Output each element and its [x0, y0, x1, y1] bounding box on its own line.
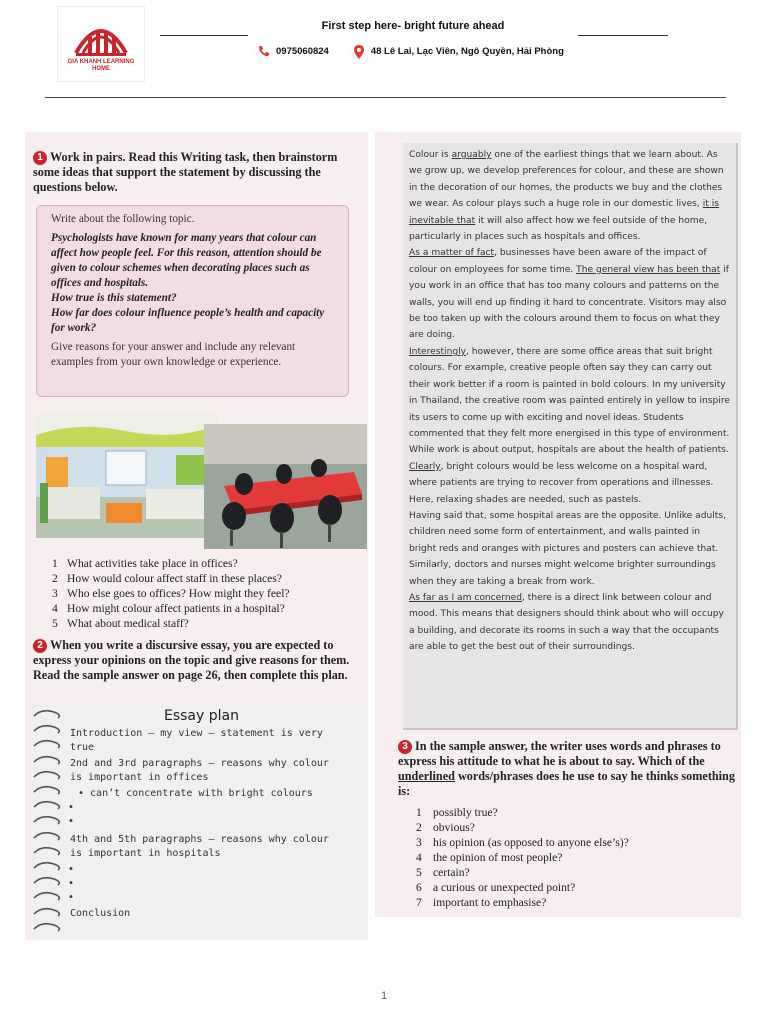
header-title: First step here- bright future ahead: [321, 20, 505, 32]
question-item: 3 Who else goes to offices? How might they feel?: [52, 587, 290, 600]
task1-number: 1: [33, 151, 47, 165]
underlined-phrase: Interestingly: [409, 346, 467, 357]
spiral-ring-icon: [32, 768, 64, 782]
spiral-ring-icon: [32, 905, 64, 919]
task2-instruction-text: When you write a discursive essay, you are expected to express your opinions on the topic and give reasons for them. Read the sample answer on page 26, then complete this plan.: [33, 638, 350, 682]
plan-line: 2nd and 3rd paragraphs – reasons why colour: [70, 758, 329, 769]
spiral-ring-icon: [32, 707, 64, 721]
plan-line: •: [68, 864, 75, 875]
phone-icon: [258, 45, 270, 57]
essay-plan-title: Essay plan: [164, 708, 239, 724]
task1-instruction-text: Work in pairs. Read this Writing task, then brainstorm some ideas that support the statement by discussing the questions below.: [33, 150, 338, 194]
task2-number: 2: [33, 639, 47, 653]
question-item: 4 How might colour affect patients in a hospital?: [52, 602, 285, 615]
underlined-phrase: arguably: [451, 150, 492, 160]
plan-line: •: [68, 892, 75, 903]
spiral-ring-icon: [32, 753, 64, 767]
phone-number: 0975060824: [276, 45, 329, 57]
option-item: 7 important to emphasise?: [416, 896, 547, 909]
plan-line: is important in offices: [70, 772, 209, 783]
plan-line: 4th and 5th paragraphs – reasons why colour: [70, 834, 329, 845]
task2-instruction: [33, 638, 353, 683]
task1-instruction: [33, 150, 353, 195]
plan-line: •: [68, 878, 75, 889]
spiral-ring-icon: [32, 722, 64, 736]
underlined-keyword: underlined: [398, 769, 455, 783]
logo-arch-icon: [58, 7, 144, 63]
header-line-left: [160, 35, 248, 36]
sample-paragraph-4: While work is about output, hospitals are about the health of patients. Clearly, bright colours would be less welcome on a hospital ward, where patients are trying to recover from operations and illnesses. Here, relaxing shades are needed, such as pastels.: [409, 445, 729, 505]
plan-line: Introduction – my view – statement is very: [70, 728, 323, 739]
address: 48 Lê Lai, Lạc Viên, Ngô Quyền, Hải Phòng: [370, 45, 564, 57]
spiral-ring-icon: [32, 844, 64, 858]
sample-paragraph-2: As a matter of fact, businesses have been aware of the impact of colour on employees for some time. The general view has been that if you work in an office that has too many colours and patterns on the walls, you will end up finding it hard to concentrate. Visitors may also be too taken up with the colours around them to focus on what they are doing.: [409, 248, 729, 341]
plan-line: true: [70, 742, 95, 753]
plan-line: Conclusion: [70, 908, 131, 919]
option-item: 3 his opinion (as opposed to anyone else’s)?: [416, 836, 629, 849]
topic-question-2: How far does colour influence people’s health and capacity for work?: [51, 307, 325, 334]
topic-footer: Give reasons for your answer and include any relevant examples from your own knowledge or experience.: [51, 341, 296, 368]
underlined-phrase: As a matter of fact: [409, 248, 495, 259]
underlined-phrase: Clearly: [409, 461, 441, 472]
plan-line: is important in hospitals: [70, 848, 221, 859]
company-logo: [57, 6, 145, 82]
spiral-ring-icon: [32, 920, 64, 934]
page-number: 1: [380, 990, 388, 1002]
spiral-ring-icon: [32, 859, 64, 873]
task3-number: 3: [398, 740, 412, 754]
option-item: 4 the opinion of most people?: [416, 851, 563, 864]
underlined-phrase: As far as I am concerned: [409, 592, 522, 603]
sample-paragraph-3: Interestingly, however, there are some office areas that suit bright colours. For example, creative people often say they can carry out their work better if a room is painted in bold colours. In my university in Thailand, the creative room was painted entirely in yellow to inspire its users to come up with exciting and novel ideas. Students commented that they felt more energised in this type of environment.: [409, 346, 730, 439]
sample-paragraph-6: As far as I am concerned, there is a direct link between colour and mood. This means that designers should think about who will occupy a building, and decorate its rooms in such a way that the occupants are able to get the best out of their surroundings.: [409, 592, 724, 653]
spiral-ring-icon: [32, 889, 64, 903]
underlined-phrase: The general view has been that: [576, 264, 721, 275]
spiral-ring-icon: [32, 798, 64, 812]
plan-line: • can’t concentrate with bright colours: [78, 788, 313, 799]
plan-line: •: [68, 802, 75, 813]
attitude-options: [416, 805, 736, 910]
sample-paragraph-5: Having said that, some hospital areas are the opposite. Unlike adults, children need some form of entertainment, and walls painted in bright reds and oranges with pictures and posters can achieve that. Similarly, doctors and nurses might welcome brighter surroundings when they are taking a break from work.: [409, 510, 726, 587]
question-item: 2 How would colour affect staff in these places?: [52, 572, 282, 585]
spiral-ring-icon: [32, 813, 64, 827]
plan-line: •: [68, 816, 75, 827]
option-item: 6 a curious or unexpected point?: [416, 881, 576, 894]
sample-essay: [403, 143, 738, 730]
topic-question-1: How true is this statement?: [51, 292, 177, 304]
spiral-ring-icon: [32, 783, 64, 797]
essay-plan-notebook: [32, 703, 367, 935]
spiral-ring-icon: [32, 737, 64, 751]
hospital-ward-photo: [36, 413, 218, 538]
task3-instruction: 3 In the sample answer, the writer uses words and phrases to express his attitude to what he is about to say. Which of the underlined words/phrases does he use to say he thinks something is:: [398, 739, 735, 798]
discussion-questions: [52, 556, 352, 631]
underlined-phrase: it is inevitable that: [409, 199, 719, 226]
topic-statement: Psychologists have known for many years that colour can affect how people feel. For this reason, attention should be given to colour schemes when decorating places such as offices and hospitals.: [51, 232, 322, 289]
topic-intro: Write about the following topic.: [51, 213, 195, 225]
option-item: 1 possibly true?: [416, 806, 498, 819]
spiral-ring-icon: [32, 874, 64, 888]
question-item: 5 What about medical staff?: [52, 617, 189, 630]
question-item: 1 What activities take place in offices?: [52, 557, 238, 570]
logo-text: GIA KHANH LEARNING HOME: [67, 59, 135, 72]
spiral-ring-icon: [32, 829, 64, 843]
location-pin-icon: [353, 45, 365, 57]
meeting-room-photo: [204, 424, 367, 549]
sample-paragraph-1: Colour is arguably one of the earliest things that we learn about. As we grow up, we develop preferences for colour, and these are shown in the decoration of our homes, the products we buy and the clothes we wear. As colour plays such a huge role in our domestic lives, it is inevitable that it will also affect how we feel outside of the home, particularly in places such as hospitals and offices.: [409, 150, 724, 243]
option-item: 5 certain?: [416, 866, 470, 879]
contact-info: [258, 45, 564, 57]
header-divider: [45, 97, 726, 98]
writing-topic-box: [36, 205, 349, 397]
header-line-right: [578, 35, 668, 36]
option-item: 2 obvious?: [416, 821, 475, 834]
